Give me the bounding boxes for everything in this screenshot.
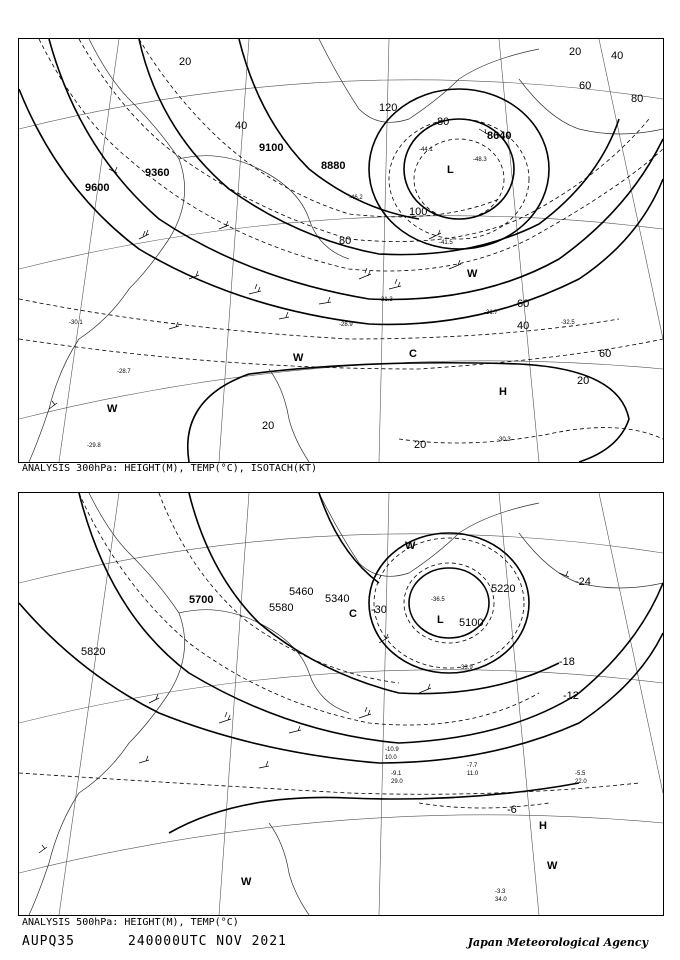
temp-value: -44.1 bbox=[419, 147, 433, 153]
low-pressure-marker: L bbox=[447, 164, 454, 176]
latlon-grid bbox=[19, 39, 663, 462]
temp-value: -46.2 bbox=[349, 195, 363, 201]
height-label-5220: 5220 bbox=[491, 583, 516, 595]
map-500hpa-svg bbox=[19, 493, 663, 915]
height-label-5700: 5700 bbox=[189, 594, 214, 606]
high-pressure-marker: H bbox=[499, 386, 507, 398]
height-label-9600: 9600 bbox=[85, 182, 110, 194]
height-label-5100: 5100 bbox=[459, 617, 484, 629]
isotach-label: 40 bbox=[611, 50, 624, 62]
temp-value: -7.7 bbox=[467, 763, 478, 769]
chart-code: AUPQ35 bbox=[22, 934, 75, 949]
temp-value: -31.3 bbox=[379, 297, 393, 303]
isotach-label: 60 bbox=[579, 80, 592, 92]
temp-value: 29.0 bbox=[391, 779, 403, 785]
warm-marker: W bbox=[241, 876, 252, 888]
temp-value: 34.0 bbox=[495, 897, 507, 903]
temp-value: -30.3 bbox=[497, 437, 511, 443]
valid-time: 240000UTC NOV 2021 bbox=[128, 934, 287, 949]
temp-value: -33.9 bbox=[459, 665, 473, 671]
isotach-label: 100 bbox=[409, 206, 428, 218]
isotach-label: 80 bbox=[437, 116, 450, 128]
low-pressure-marker: L bbox=[437, 614, 444, 626]
isotach-label: 20 bbox=[577, 375, 590, 387]
temp-contour-label: -6 bbox=[507, 804, 517, 816]
temp-value: -48.3 bbox=[473, 157, 487, 163]
isotach-label: 20 bbox=[262, 420, 275, 432]
temp-value: -9.1 bbox=[391, 771, 402, 777]
temp-value: -3.3 bbox=[495, 889, 506, 895]
agency-name: Japan Meteorological Agency bbox=[467, 936, 648, 949]
temp-value: -30.1 bbox=[69, 320, 83, 326]
caption-500hpa: ANALYSIS 500hPa: HEIGHT(M), TEMP(°C) bbox=[22, 917, 239, 928]
isotach-label: 40 bbox=[235, 120, 248, 132]
warm-marker: W bbox=[293, 352, 304, 364]
height-contours bbox=[19, 39, 663, 462]
temp-contour-label: -12 bbox=[563, 690, 579, 702]
map-300hpa-svg bbox=[19, 39, 663, 462]
temp-value: -41.5 bbox=[439, 240, 453, 246]
map-panel-300hpa bbox=[18, 38, 664, 463]
temp-value: -28.9 bbox=[339, 322, 353, 328]
warm-marker: W bbox=[107, 403, 118, 415]
wind-barbs bbox=[49, 129, 489, 409]
isotach-label: 80 bbox=[631, 93, 644, 105]
height-label-5580: 5580 bbox=[269, 602, 294, 614]
temp-value: -10.9 bbox=[385, 747, 399, 753]
caption-300hpa: ANALYSIS 300hPa: HEIGHT(M), TEMP(°C), ISOTACH(KT) bbox=[22, 463, 318, 474]
temp-value: -32.5 bbox=[561, 320, 575, 326]
cold-marker: C bbox=[409, 348, 417, 360]
isotach-label: 80 bbox=[339, 235, 352, 247]
high-pressure-marker: H bbox=[539, 820, 547, 832]
height-label-5820: 5820 bbox=[81, 646, 106, 658]
map-panel-500hpa bbox=[18, 492, 664, 916]
temp-value: 22.0 bbox=[575, 779, 587, 785]
isotach-label: 120 bbox=[379, 102, 398, 114]
cold-marker: C bbox=[349, 608, 357, 620]
latlon-grid bbox=[19, 493, 663, 915]
temp-value: -36.5 bbox=[431, 597, 445, 603]
isotach-label: 60 bbox=[599, 348, 612, 360]
warm-marker: W bbox=[467, 268, 478, 280]
temp-contour-label: -24 bbox=[575, 576, 591, 588]
isotach-label: 60 bbox=[517, 298, 530, 310]
temp-contour-label: -30 bbox=[371, 604, 387, 616]
isotach-label: 40 bbox=[517, 320, 530, 332]
height-label-8880: 8880 bbox=[321, 160, 346, 172]
height-label-9100: 9100 bbox=[259, 142, 284, 154]
temp-contour-label: -18 bbox=[559, 656, 575, 668]
temp-value: -5.5 bbox=[575, 771, 586, 777]
temp-value: 11.0 bbox=[467, 771, 479, 777]
coastlines bbox=[29, 39, 663, 462]
temp-value: -28.7 bbox=[117, 369, 131, 375]
coastlines bbox=[29, 493, 663, 915]
height-label-5340: 5340 bbox=[325, 593, 350, 605]
isotach-label: 20 bbox=[414, 439, 427, 451]
height-label-5460: 5460 bbox=[289, 586, 314, 598]
temp-value: 10.0 bbox=[385, 755, 397, 761]
warm-marker: W bbox=[547, 860, 558, 872]
wind-barbs bbox=[39, 571, 569, 853]
isotach-label: 20 bbox=[569, 46, 582, 58]
warm-marker: W bbox=[405, 540, 416, 552]
height-label-9360: 9360 bbox=[145, 167, 170, 179]
temp-value: -29.8 bbox=[87, 443, 101, 449]
temp-value: -31.7 bbox=[484, 310, 498, 316]
height-label-8640: 8640 bbox=[487, 130, 512, 142]
isotach-label: 20 bbox=[179, 56, 192, 68]
